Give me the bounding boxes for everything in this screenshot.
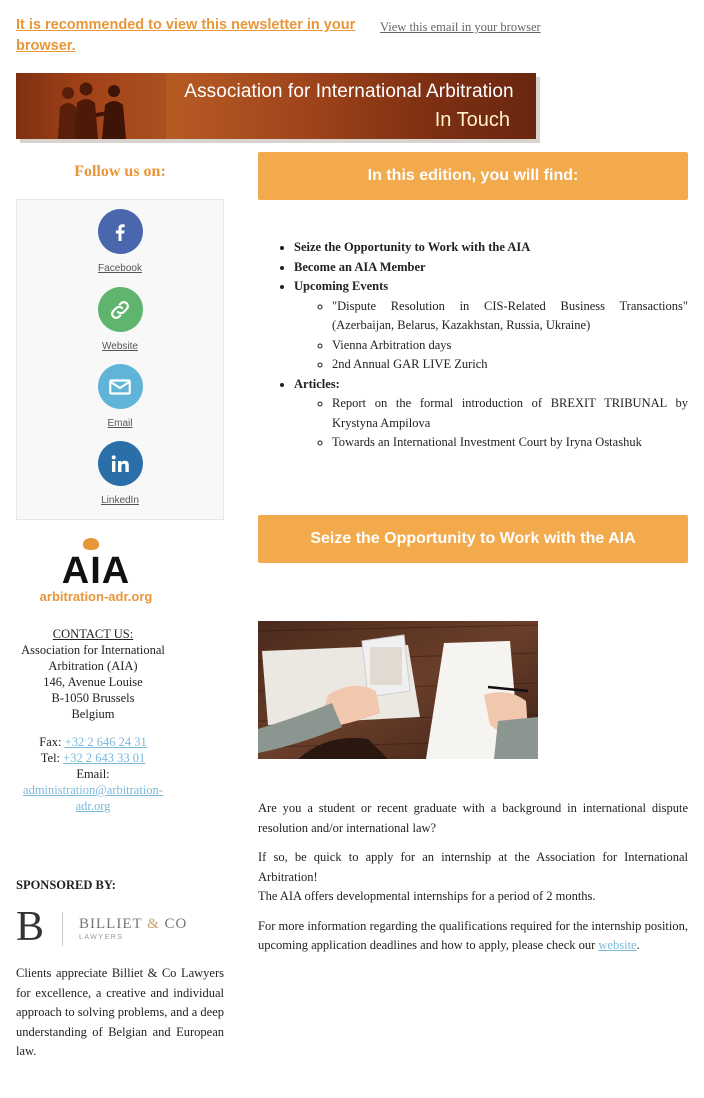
edition-heading: In this edition, you will find: (258, 152, 688, 200)
social-website[interactable] (17, 287, 223, 352)
email-link[interactable]: Email (107, 418, 133, 429)
internship-photo (258, 621, 538, 759)
contact-block (16, 626, 170, 814)
contact-org-line: Association for International (21, 643, 165, 657)
aia-logo-text: AIA (61, 550, 131, 592)
facebook-icon[interactable] (98, 209, 143, 254)
toc-item-label: Articles: (294, 376, 340, 391)
aia-logo-url: arbitration-adr.org (39, 589, 153, 604)
linkedin-link[interactable]: LinkedIn (101, 495, 139, 506)
paragraph: Are you a student or recent graduate with a background in international dispute resolution and/or international law? (258, 801, 688, 835)
toc-item-label: Upcoming Events (294, 279, 389, 293)
billiet-ampersand: & (147, 916, 160, 932)
linkedin-icon[interactable] (98, 441, 143, 486)
contact-tel-row (16, 750, 170, 766)
toc-item: • Seize the Opportunity to Work with the AIA (294, 238, 688, 258)
paragraph-end: . (636, 938, 640, 952)
aia-logo (24, 536, 168, 606)
paragraph (258, 848, 688, 907)
toc-subitem: ◦ Towards an International Investment Court by Iryna Ostashuk (332, 433, 688, 453)
social-email[interactable] (17, 364, 223, 429)
billiet-logo-letter: B (16, 904, 45, 950)
billiet-name-part: CO (164, 916, 188, 932)
sponsored-by-heading: SPONSORED BY: (16, 878, 116, 892)
social-links-box (16, 199, 224, 520)
fax-label: Fax: (39, 735, 62, 749)
view-in-browser-link[interactable]: View this email in your browser (380, 20, 541, 34)
contact-country: Belgium (71, 707, 115, 721)
link-icon[interactable] (98, 287, 143, 332)
website-text-link[interactable]: website (598, 938, 637, 952)
toc-subitem: ◦ 2nd Annual GAR LIVE Zurich (332, 355, 688, 375)
toc-subitem: ◦ Vienna Arbitration days (332, 336, 688, 356)
envelope-icon[interactable] (98, 364, 143, 409)
tel-link[interactable]: +32 2 643 33 01 (63, 751, 146, 765)
internship-description (258, 799, 688, 956)
follow-us-heading: Follow us on: (74, 163, 166, 180)
social-linkedin[interactable] (17, 441, 223, 506)
email-label: Email: (76, 767, 110, 781)
contact-org-line: Arbitration (AIA) (48, 659, 138, 673)
billiet-name-part: BILLIET (79, 916, 143, 932)
billiet-logo-name (79, 916, 187, 933)
newsletter-banner (16, 73, 536, 139)
paragraph-line: If so, be quick to apply for an internship at the Association for International Arbitration! (258, 850, 688, 884)
social-facebook[interactable] (17, 209, 223, 274)
banner-subtitle: In Touch (434, 109, 510, 131)
contact-fax-row (16, 734, 170, 750)
billiet-co-logo[interactable] (16, 904, 216, 952)
website-link[interactable]: Website (102, 341, 138, 352)
browser-notice-link[interactable]: It is recommended to view this newsletter in your browser. (16, 17, 356, 54)
billiet-logo-sub: LAWYERS (79, 934, 124, 941)
toc-subitem: ◦ "Dispute Resolution in CIS-Related Business Transactions" (Azerbaijan, Belarus, Kazakhstan, Russia, Ukraine) (332, 297, 688, 336)
paragraph (258, 917, 688, 956)
banner-people-illustration (16, 73, 166, 139)
paragraph-line: For more information regarding the qualifications required for the internship position, upcoming application deadlines and how to apply, please check our (258, 918, 688, 952)
paragraph-line: The AIA offers developmental internships for a period of 2 months. (258, 889, 596, 903)
contact-email-link[interactable]: administration@arbitration-adr.org (23, 783, 163, 813)
banner-title: Association for International Arbitration (184, 81, 514, 102)
sponsor-description: Clients appreciate Billiet & Co Lawyers for excellence, a creative and individual approach to solving problems, and a deep understanding of Belgian and European law. (16, 966, 224, 1058)
contact-address: B-1050 Brussels (51, 691, 135, 705)
toc-item (294, 375, 688, 453)
contact-address: 146, Avenue Louise (43, 675, 143, 689)
section-heading: Seize the Opportunity to Work with the AIA (258, 515, 688, 563)
billiet-logo-divider (62, 912, 63, 946)
facebook-link[interactable]: Facebook (98, 263, 142, 274)
toc-item: • Become an AIA Member (294, 258, 688, 278)
toc-subitem: ◦ Report on the formal introduction of BREXIT TRIBUNAL by Krystyna Ampilova (332, 394, 688, 433)
fax-link[interactable]: +32 2 646 24 31 (64, 735, 147, 749)
table-of-contents (258, 238, 688, 453)
contact-title: CONTACT US: (52, 627, 134, 641)
toc-item (294, 277, 688, 375)
tel-label: Tel: (40, 751, 61, 765)
aia-logo-dot (83, 538, 99, 550)
